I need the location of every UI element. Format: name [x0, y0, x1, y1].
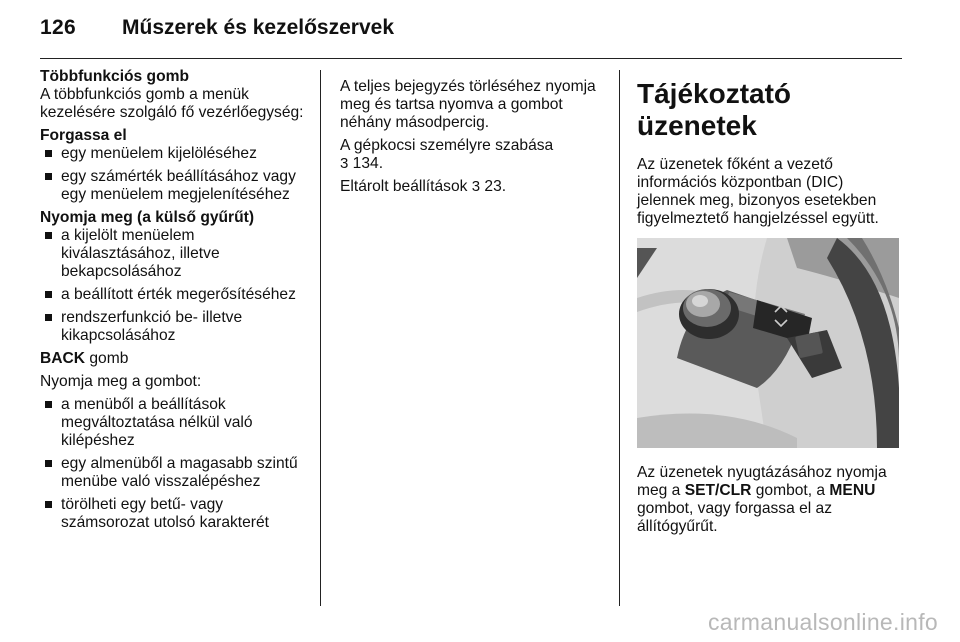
rotate-heading: Forgassa el [40, 127, 127, 144]
column-info-messages [637, 78, 900, 541]
ack-text-3: gombot, vagy forgassa el az állítógyűrűt. [637, 500, 833, 535]
personalization-ref [340, 137, 610, 173]
page-ref-icon: 3 [471, 178, 481, 195]
list-item: a beállított érték megerősítéséhez [40, 286, 312, 304]
header-rule [40, 58, 902, 59]
personalization-text: A gépkocsi személyre szabása [340, 137, 554, 154]
list-item: egy menüelem kijelöléséhez [40, 145, 312, 163]
column-multifunction-knob [40, 68, 312, 537]
chapter-title: Műszerek és kezelőszervek [122, 16, 395, 39]
page-header [40, 16, 902, 46]
multifunction-intro: A többfunkciós gomb a menük kezelésére szolgáló fő vezérlőegység: [40, 86, 304, 121]
press-list [40, 227, 312, 345]
list-item: egy számérték beállításához vagy egy menüelem megjelenítéséhez [40, 168, 312, 204]
list-item: egy almenüből a magasabb szintű menübe való visszalépéshez [40, 455, 312, 491]
rotate-list [40, 145, 312, 204]
list-item: törölheti egy betű- vagy számsorozat utolsó karakterét [40, 496, 312, 532]
list-item: a kijelölt menüelem kiválasztásához, illetve bekapcsolásához [40, 227, 312, 281]
column-divider-2 [619, 70, 620, 606]
back-list [40, 396, 312, 532]
steering-column-stalk-illustration [637, 238, 899, 448]
column-clear-entry [340, 78, 610, 201]
back-label: BACK [40, 350, 86, 367]
page-number: 126 [40, 16, 76, 39]
menu-label: MENU [829, 482, 876, 499]
stored-settings-page: 23. [480, 178, 507, 195]
watermark: carmanualsonline.info [707, 609, 938, 635]
section-heading-multifunction: Többfunkciós gomb [40, 68, 189, 85]
press-heading: Nyomja meg (a külső gyűrűt) [40, 209, 255, 226]
back-intro: Nyomja meg a gombot: [40, 373, 202, 390]
column-divider-1 [320, 70, 321, 606]
ack-text-2: gombot, a [751, 482, 830, 499]
page-ref-icon: 3 [340, 155, 349, 172]
back-suffix: gomb [85, 350, 129, 367]
set-clr-label: SET/CLR [684, 482, 752, 499]
personalization-page: 134. [348, 155, 384, 172]
info-messages-intro: Az üzenetek főként a vezető információs központban (DIC) jelennek meg, bizonyos esetekben figyelmeztető hangjelzéssel együtt. [637, 156, 879, 227]
back-button-heading [40, 350, 312, 368]
ack-text-1: Az üzenetek nyugtázásához nyomja meg a [637, 464, 887, 499]
list-item: a menüből a beállítások megváltoztatása nélkül való kilépéshez [40, 396, 312, 450]
clear-entry-text: A teljes bejegyzés törléséhez nyomja meg és tartsa nyomva a gombot néhány másodpercig. [340, 78, 596, 131]
acknowledge-instructions [637, 464, 900, 536]
section-title-info-messages: Tájékoztató üzenetek [637, 78, 792, 141]
list-item: rendszerfunkció be- illetve kikapcsolásához [40, 309, 312, 345]
stored-settings-text: Eltárolt beállítások [340, 178, 472, 195]
stored-settings-ref [340, 178, 610, 196]
